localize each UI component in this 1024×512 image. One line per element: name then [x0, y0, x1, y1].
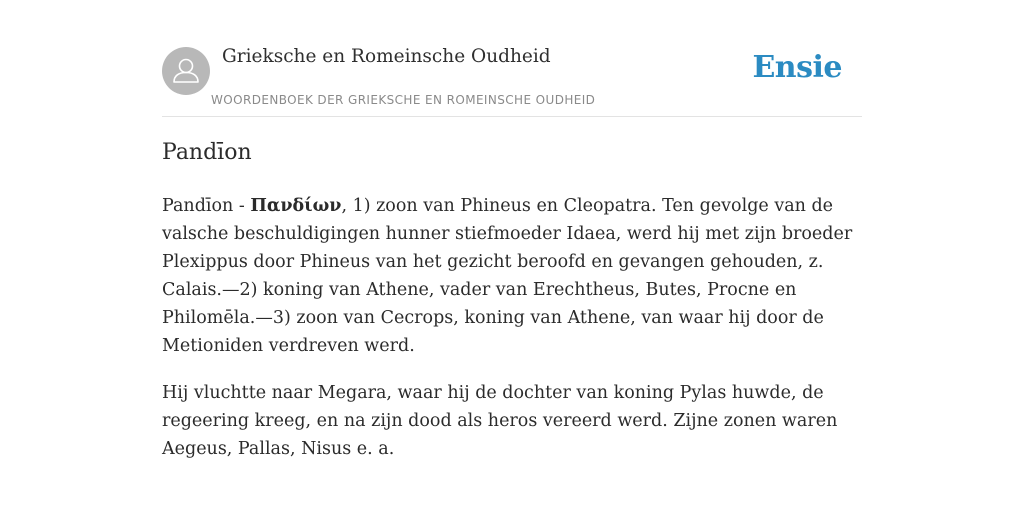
ensie-logo[interactable]: Ensie [752, 50, 842, 85]
user-icon [162, 47, 210, 95]
entry-title: Pandīon [162, 140, 252, 165]
entry-paragraph [162, 192, 864, 360]
page-container [162, 0, 862, 459]
entry-body [162, 192, 864, 482]
entry-headword: Pandīon - [162, 196, 251, 216]
source-title[interactable]: Grieksche en Romeinsche Oudheid [222, 46, 551, 67]
source-header [162, 0, 862, 117]
entry-paragraph: Hij vluchtte naar Megara, waar hij de dochter van koning Pylas huwde, de regeering kreeg, en na zijn dood als heros vereerd werd. Zijne zonen waren Aegeus, Pallas, Nisus e. a. [162, 383, 838, 459]
source-avatar[interactable] [162, 47, 210, 95]
greek-headword: Πανδίων [250, 196, 342, 216]
source-subtitle: WOORDENBOEK DER GRIEKSCHE EN ROMEINSCHE OUDHEID [211, 93, 596, 107]
entry-definition: , 1) zoon van Phineus en Cleopatra. Ten gevolge van de valsche beschuldigingen hunner stiefmoeder Idaea, werd hij met zijn broeder Plexippus door Phineus van het gezicht beroofd en gevangen gehouden, z. Calais.—2) koning van Athene, vader van Erechtheus, Butes, Procne en Philomēla.—3) zoon van Cecrops, koning van Athene, van waar hij door de Metioniden verdreven werd. [162, 196, 853, 356]
